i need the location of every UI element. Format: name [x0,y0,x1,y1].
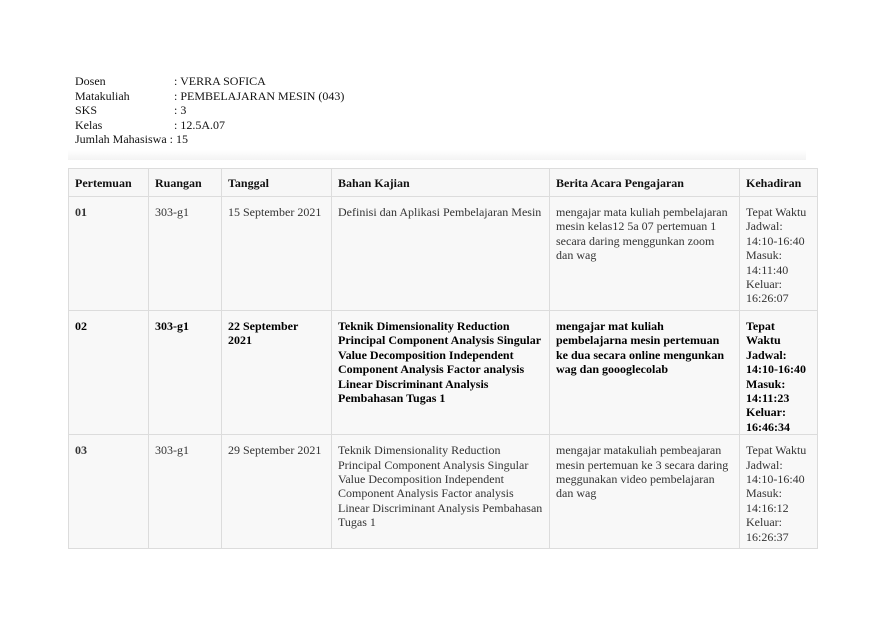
table-row [69,197,818,311]
schedule-time: 14:10-16:40 [746,362,806,377]
cell-pertemuan: 03 [69,435,149,549]
check-in-time: 14:11:23 [746,391,790,406]
cell-berita-acara: mengajar mat kuliah pembelajarna mesin pertemuan ke dua secara online mengunkan wag dan goooglecolab [550,311,740,435]
check-out-time: 16:26:37 [746,529,789,544]
info-row-jumlah-mahasiswa [75,132,344,147]
schedule-time: 14:10-16:40 [746,472,805,487]
check-out-label: Keluar: [746,405,786,420]
header-ruangan: Ruangan [149,169,222,197]
info-label: Kelas [75,117,103,132]
cell-tanggal: 15 September 2021 [222,197,332,311]
cell-bahan-kajian: Teknik Dimensionality Reduction Principal Component Analysis Singular Value Decomposition Independent Component Analysis Factor analysis Linear Discriminant Analysis Pembahasan Tugas 1 [332,311,550,435]
check-out-time: 16:46:34 [746,419,790,434]
check-in-time: 14:11:40 [746,262,789,277]
info-value: : 3 [174,103,186,118]
header-berita-acara: Berita Acara Pengajaran [550,169,740,197]
schedule-label: Jadwal: [746,219,783,234]
cell-pertemuan: 02 [69,311,149,435]
header-pertemuan: Pertemuan [69,169,149,197]
info-row-sks [75,103,344,118]
cell-tanggal: 29 September 2021 [222,435,332,549]
course-info [75,74,344,147]
cell-tanggal: 22 September 2021 [222,311,332,435]
check-out-label: Keluar: [746,277,782,292]
cell-bahan-kajian: Definisi dan Aplikasi Pembelajaran Mesin [332,197,550,311]
cell-kehadiran [740,197,818,311]
cell-kehadiran [740,435,818,549]
info-value: : VERRA SOFICA [174,74,266,89]
info-value: : 12.5A.07 [174,118,225,133]
info-label: Matakuliah [75,88,130,103]
header-tanggal: Tanggal [222,169,332,197]
header-bahan-kajian: Bahan Kajian [332,169,550,197]
attendance-status: Tepat Waktu [746,205,807,219]
info-row-dosen [75,74,344,89]
check-in-label: Masuk: [746,376,786,391]
cell-ruangan: 303-g1 [149,197,222,311]
check-out-label: Keluar: [746,515,782,530]
check-in-time: 14:16:12 [746,500,789,515]
attendance-status: Tepat Waktu [746,319,781,348]
check-in-label: Masuk: [746,486,782,501]
table-header-row [69,169,818,197]
info-row-matakuliah [75,89,344,104]
attendance-table [68,168,818,549]
cell-pertemuan: 01 [69,197,149,311]
cell-berita-acara: mengajar mata kuliah pembelajaran mesin kelas12 5a 07 pertemuan 1 secara daring menggunkan zoom dan wag [550,197,740,311]
info-label: Jumlah Mahasiswa [75,132,167,146]
info-row-kelas [75,118,344,133]
check-in-label: Masuk: [746,248,782,263]
table-row [69,435,818,549]
check-out-time: 16:26:07 [746,291,789,306]
cell-kehadiran [740,311,818,435]
info-value: : PEMBELAJARAN MESIN (043) [174,89,344,104]
schedule-label: Jadwal: [746,347,787,362]
header-kehadiran: Kehadiran [740,169,818,197]
cell-berita-acara: mengajar matakuliah pembeajaran mesin pertemuan ke 3 secara daring meggunakan video pembelajaran dan wag [550,435,740,549]
schedule-time: 14:10-16:40 [746,233,805,248]
attendance-status: Tepat Waktu [746,443,807,458]
info-value: : 15 [170,132,188,147]
cell-ruangan: 303-g1 [149,435,222,549]
info-label: SKS [75,103,98,117]
cell-ruangan: 303-g1 [149,311,222,435]
schedule-label: Jadwal: [746,457,783,472]
table-row [69,311,818,435]
divider [68,150,806,160]
cell-bahan-kajian: Teknik Dimensionality Reduction Principal Component Analysis Singular Value Decomposition Independent Component Analysis Factor analysis Linear Discriminant Analysis Pembahasan Tugas 1 [332,435,550,549]
info-label: Dosen [75,74,106,88]
